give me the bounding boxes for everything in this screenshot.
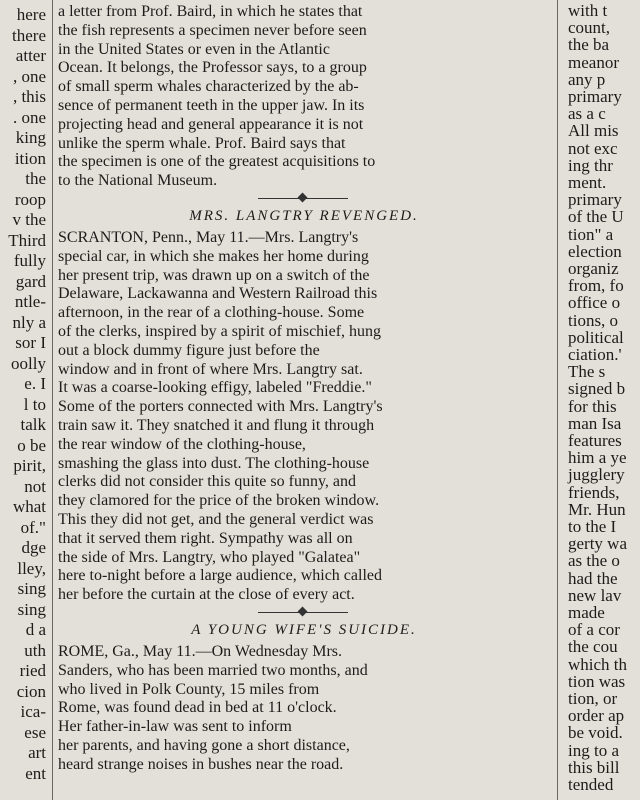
text-fragment: features: [568, 431, 622, 450]
text-fragment: signed b: [568, 379, 626, 399]
text-line: her before the curtain at the close of every act.: [58, 586, 355, 604]
text-fragment: primary: [568, 190, 622, 210]
text-fragment: tion was: [568, 671, 626, 691]
text-fragment: d a: [25, 620, 46, 639]
text-fragment: Third: [8, 230, 46, 250]
text-fragment: ing thr: [568, 155, 613, 175]
text-fragment: ntle-: [14, 292, 46, 311]
text-line: Rome, was found dead in bed at 11 o'clock.: [58, 699, 337, 717]
text-line: SCRANTON, Penn., May 11.—Mrs. Langtry's: [58, 228, 359, 246]
text-fragment: from, fo: [568, 276, 624, 296]
text-line: her present trip, was drawn up on a switch of the: [58, 266, 370, 284]
text-fragment: any p: [568, 69, 606, 89]
text-fragment: sing: [17, 599, 46, 619]
text-line: projecting head and general appearance it is not: [58, 115, 364, 133]
text-line: Her father-in-law was sent to inform: [58, 718, 292, 736]
text-fragment: the cou: [568, 637, 618, 657]
text-line: of small sperm whales characterized by the ab-: [58, 78, 359, 96]
text-fragment: tended: [568, 775, 614, 794]
text-line: train saw it. They snatched it and flung it through: [58, 416, 375, 434]
text-fragment: of.": [20, 517, 46, 537]
text-fragment: oolly: [11, 353, 46, 373]
text-fragment: order ap: [568, 706, 625, 726]
text-fragment: ese: [24, 722, 46, 742]
text-fragment: , this: [12, 87, 46, 106]
text-fragment: not: [24, 476, 46, 496]
text-fragment: this bill: [568, 757, 620, 777]
text-line: out a block dummy figure just before the: [58, 341, 320, 359]
text-fragment: dge: [21, 538, 46, 557]
text-fragment: be void.: [568, 723, 623, 743]
text-fragment: which th: [568, 654, 628, 674]
main-column: [58, 0, 550, 800]
text-fragment: organiz: [568, 259, 619, 278]
text-fragment: ition: [14, 148, 46, 168]
text-line: the rear window of the clothing-house,: [58, 435, 306, 453]
text-fragment: pirit,: [13, 456, 46, 475]
text-fragment: tions, o: [568, 310, 619, 330]
text-fragment: to the I: [568, 517, 617, 536]
text-fragment: The s: [568, 362, 606, 382]
text-line: the specimen is one of the greatest acquisitions to: [58, 153, 376, 171]
text-fragment: Mr. Hun: [568, 499, 626, 519]
text-line: clerks did not consider this quite so funny, and: [58, 473, 357, 491]
text-fragment: ciation.': [568, 345, 622, 364]
text-fragment: sing: [17, 579, 46, 598]
left-column: [0, 0, 48, 800]
text-line: Ocean. It belongs, the Professor says, to a group: [58, 59, 367, 77]
text-fragment: , one: [12, 66, 46, 86]
column-rule-left: [52, 0, 53, 800]
section-separator: [58, 607, 550, 617]
text-fragment: king: [15, 128, 46, 147]
right-column: [566, 0, 640, 800]
text-line: the fish represents a specimen never before seen: [58, 21, 367, 39]
text-fragment: election: [568, 241, 622, 261]
text-fragment: had the: [568, 568, 618, 588]
text-fragment: ica-: [20, 702, 46, 721]
text-fragment: him a ye: [568, 448, 627, 468]
text-line: heard strange noises in bushes near the road.: [58, 755, 344, 773]
text-line: Delaware, Lackawanna and Western Railroad this: [58, 285, 378, 303]
text-line: the side of Mrs. Langtry, who played "Galatea": [58, 548, 361, 566]
text-fragment: friends,: [568, 482, 620, 502]
text-fragment: what: [12, 497, 46, 516]
text-line: her parents, and having gone a short distance,: [58, 736, 350, 754]
article-suicide-body: [58, 643, 550, 775]
section-separator: [58, 193, 550, 203]
text-fragment: political: [568, 327, 624, 347]
text-fragment: atter: [15, 46, 46, 65]
text-fragment: v the: [12, 210, 46, 229]
headline-langtry: MRS. LANGTRY REVENGED.: [189, 207, 419, 224]
text-fragment: for this: [568, 396, 617, 416]
text-fragment: here: [16, 5, 46, 24]
text-fragment: there: [12, 25, 46, 45]
top-paragraph: [58, 3, 550, 191]
text-fragment: lley,: [17, 558, 46, 578]
text-fragment: man Isa: [568, 413, 622, 433]
text-line: smashing the glass into dust. The clothing-house: [58, 454, 370, 472]
text-fragment: l to: [23, 394, 46, 414]
text-line: of the clerks, inspired by a spirit of mischief, hung: [58, 322, 382, 340]
text-fragment: meanor: [568, 52, 619, 72]
text-fragment: jugglery: [568, 465, 625, 485]
text-line: who lived in Polk County, 15 miles from: [58, 680, 320, 698]
text-line: sence of permanent teeth in the upper jaw. In its: [58, 96, 365, 114]
text-line: Some of the porters connected with Mrs. Langtry's: [58, 398, 383, 416]
text-fragment: gerty wa: [568, 534, 628, 554]
text-fragment: office o: [568, 293, 621, 313]
text-fragment: fully: [13, 251, 46, 270]
text-line: afternoon, in the rear of a clothing-house. Some: [58, 304, 365, 322]
text-fragment: of a cor: [568, 620, 620, 640]
text-fragment: sor I: [15, 333, 46, 352]
text-fragment: of the U: [568, 207, 624, 227]
text-fragment: . one: [12, 107, 46, 127]
text-line: This they did not get, and the general verdict was: [58, 510, 374, 528]
text-line: that it served them right. Sympathy was all on: [58, 529, 353, 547]
text-fragment: as a c: [568, 104, 606, 124]
text-line: a letter from Prof. Baird, in which he states that: [58, 3, 363, 20]
text-fragment: the: [25, 169, 46, 188]
text-fragment: nly a: [12, 312, 46, 332]
column-rule-right: [557, 0, 558, 800]
text-fragment: new lav: [568, 585, 622, 605]
text-fragment: ried: [19, 661, 46, 680]
text-fragment: as the o: [568, 551, 620, 571]
text-fragment: e. I: [24, 374, 46, 393]
text-fragment: gard: [15, 271, 46, 291]
text-line: unlike the sperm whale. Prof. Baird says that: [58, 134, 346, 152]
text-fragment: roop: [14, 189, 46, 209]
text-line: they clamored for the price of the broken window.: [58, 492, 380, 510]
text-fragment: cion: [16, 681, 46, 701]
text-fragment: art: [28, 743, 46, 762]
text-fragment: o be: [17, 435, 46, 455]
text-fragment: uth: [24, 640, 46, 660]
text-line: ROME, Ga., May 11.—On Wednesday Mrs.: [58, 642, 343, 660]
text-fragment: the ba: [568, 35, 610, 55]
text-line: to the National Museum.: [58, 172, 218, 190]
text-fragment: count,: [568, 18, 611, 38]
text-fragment: All mis: [568, 121, 619, 141]
text-line: window and in front of where Mrs. Langtry sat.: [58, 360, 363, 378]
text-line: here to-night before a large audience, which called: [58, 567, 382, 585]
text-fragment: ent: [25, 763, 46, 783]
text-fragment: made: [568, 603, 605, 622]
text-fragment: tion, or: [568, 689, 618, 708]
text-line: special car, in which she makes her home during: [58, 247, 369, 265]
text-fragment: not exc: [568, 138, 618, 158]
text-fragment: primary: [568, 87, 622, 106]
text-fragment: talk: [20, 415, 46, 434]
text-fragment: ment.: [568, 173, 607, 192]
text-line: It was a coarse-looking effigy, labeled "Freddie.": [58, 379, 372, 397]
text-fragment: ing to a: [568, 740, 619, 760]
text-fragment: with t: [568, 1, 608, 20]
text-fragment: tion" a: [568, 224, 614, 244]
text-line: Sanders, who has been married two months, and: [58, 661, 368, 679]
article-langtry-body: [58, 229, 550, 605]
text-line: in the United States or even in the Atlantic: [58, 40, 330, 58]
headline-suicide: A YOUNG WIFE'S SUICIDE.: [191, 621, 417, 638]
